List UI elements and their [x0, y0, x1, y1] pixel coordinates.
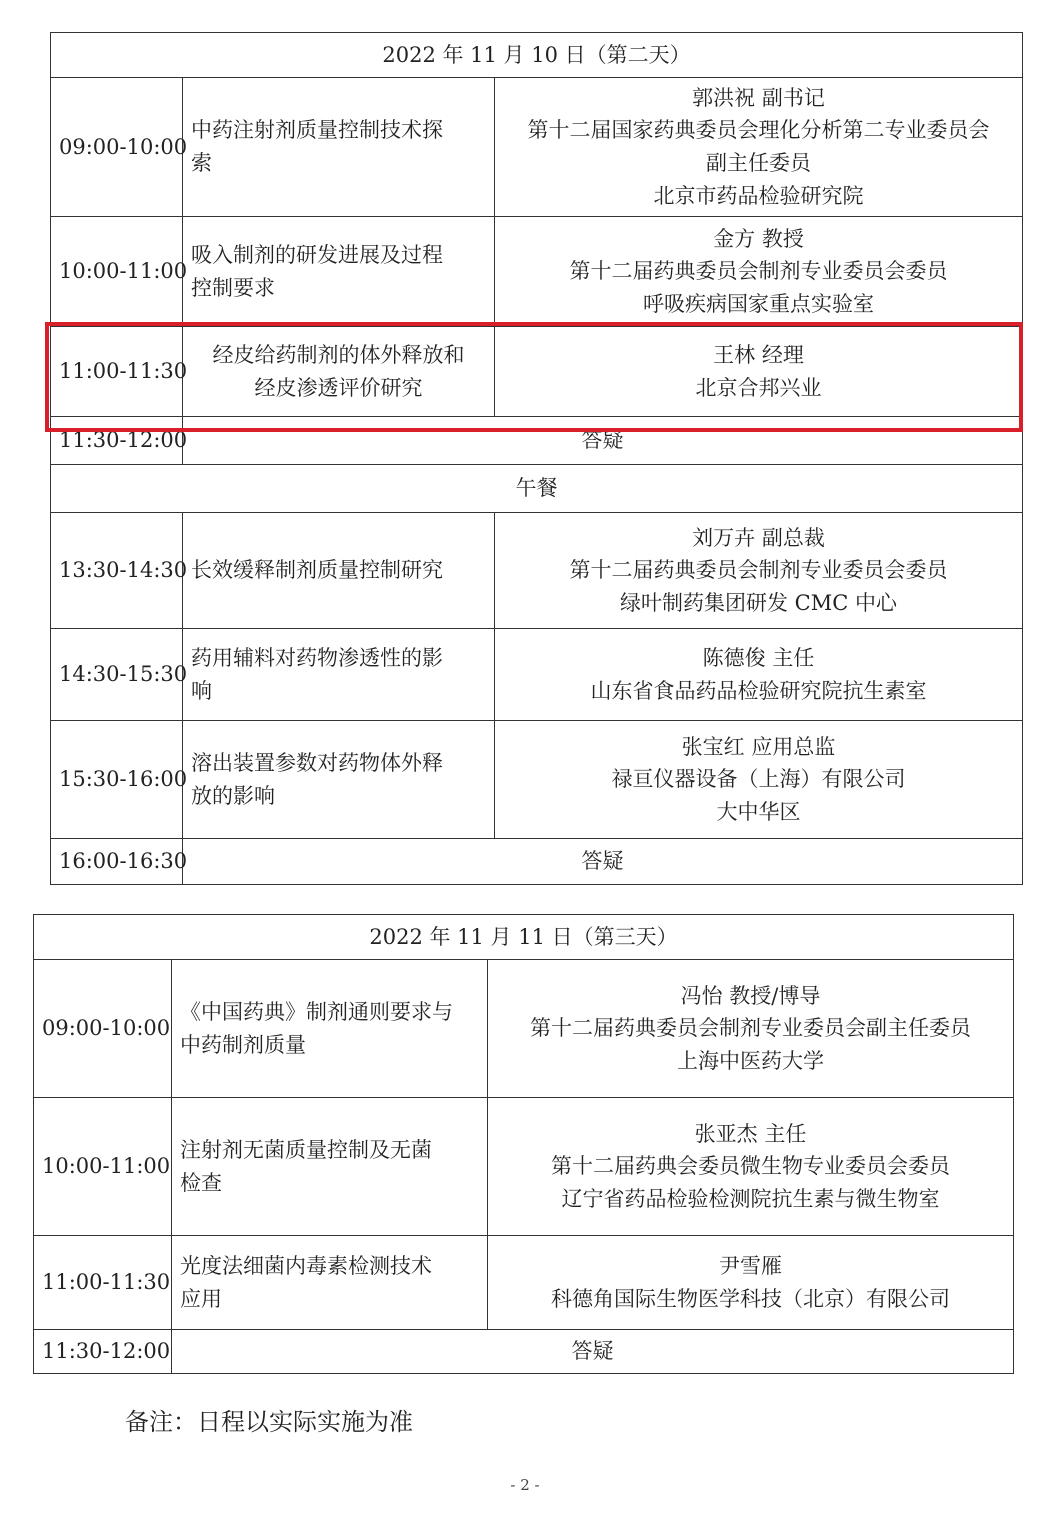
session-speaker: 金方 教授 第十二届药典委员会制剂专业委员会委员 呼吸疾病国家重点实验室: [495, 217, 1023, 327]
session-topic: 长效缓释制剂质量控制研究: [183, 513, 495, 629]
session-time: 16:00-16:30: [51, 839, 183, 885]
session-time: 13:30-14:30: [51, 513, 183, 629]
session-speaker: 刘万卉 副总裁 第十二届药典委员会制剂专业委员会委员 绿叶制药集团研发 CMC 中心: [495, 513, 1023, 629]
page-number: - 2 -: [510, 1476, 540, 1494]
session-time: 14:30-15:30: [51, 629, 183, 721]
qa-session: 答疑: [183, 839, 1023, 885]
session-speaker: 王林 经理 北京合邦兴业: [495, 327, 1023, 417]
qa-session: 答疑: [183, 417, 1023, 465]
table-row: [51, 465, 1023, 513]
session-topic: 经皮给药制剂的体外释放和 经皮渗透评价研究: [183, 327, 495, 417]
session-time: 11:30-12:00: [34, 1330, 172, 1374]
session-topic: 吸入制剂的研发进展及过程 控制要求: [183, 217, 495, 327]
session-speaker: 尹雪雁 科德角国际生物医学科技（北京）有限公司: [488, 1236, 1014, 1330]
table-row: [51, 217, 1023, 327]
session-topic: 药用辅料对药物渗透性的影 响: [183, 629, 495, 721]
table-row: [51, 629, 1023, 721]
table-row: [51, 78, 1023, 217]
lunch-break: 午餐: [51, 465, 1023, 513]
session-time: 10:00-11:00: [51, 217, 183, 327]
table-row: [34, 960, 1014, 1098]
session-topic: 溶出装置参数对药物体外释 放的影响: [183, 721, 495, 839]
session-time: 09:00-10:00: [51, 78, 183, 217]
day2-header: 2022 年 11 月 10 日（第二天）: [51, 33, 1023, 78]
session-time: 09:00-10:00: [34, 960, 172, 1098]
session-topic: 注射剂无菌质量控制及无菌 检查: [172, 1098, 488, 1236]
qa-session: 答疑: [172, 1330, 1014, 1374]
table-row: [34, 1236, 1014, 1330]
session-topic: 《中国药典》制剂通则要求与 中药制剂质量: [172, 960, 488, 1098]
table-row: [51, 839, 1023, 885]
table-row: [34, 1098, 1014, 1236]
table-row: [51, 327, 1023, 417]
session-speaker: 冯怡 教授/博导 第十二届药典委员会制剂专业委员会副主任委员 上海中医药大学: [488, 960, 1014, 1098]
session-topic: 光度法细菌内毒素检测技术 应用: [172, 1236, 488, 1330]
session-speaker: 郭洪祝 副书记 第十二届国家药典委员会理化分析第二专业委员会 副主任委员 北京市药品检验研究院: [495, 78, 1023, 217]
schedule-note: 备注：日程以实际实施为准: [125, 1408, 413, 1436]
session-time: 11:30-12:00: [51, 417, 183, 465]
table-row: [34, 1330, 1014, 1374]
session-time: 15:30-16:00: [51, 721, 183, 839]
session-speaker: 张亚杰 主任 第十二届药典会委员微生物专业委员会委员 辽宁省药品检验检测院抗生素与微生物室: [488, 1098, 1014, 1236]
session-time: 11:00-11:30: [34, 1236, 172, 1330]
table-row: [51, 721, 1023, 839]
table-row: [51, 513, 1023, 629]
session-speaker: 陈德俊 主任 山东省食品药品检验研究院抗生素室: [495, 629, 1023, 721]
session-time: 11:00-11:30: [51, 327, 183, 417]
session-time: 10:00-11:00: [34, 1098, 172, 1236]
session-topic: 中药注射剂质量控制技术探 索: [183, 78, 495, 217]
day3-header: 2022 年 11 月 11 日（第三天）: [34, 915, 1014, 960]
day2-schedule-table: [50, 32, 1023, 885]
table-row: [51, 417, 1023, 465]
day3-schedule-table: [33, 914, 1014, 1374]
session-speaker: 张宝红 应用总监 禄亘仪器设备（上海）有限公司 大中华区: [495, 721, 1023, 839]
